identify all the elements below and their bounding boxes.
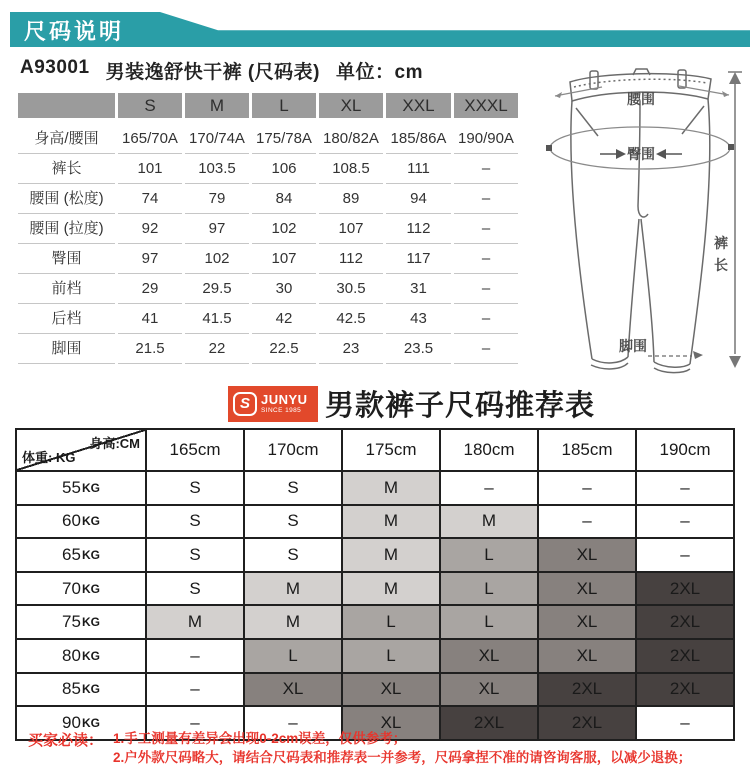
product-code: A93001 bbox=[20, 57, 90, 78]
rec-size-cell: XL bbox=[441, 640, 537, 672]
leg-opening-arrow bbox=[693, 351, 703, 359]
size-value-cell: 112 bbox=[386, 214, 451, 244]
rec-size-cell: L bbox=[343, 640, 439, 672]
size-value-cell: 111 bbox=[386, 154, 451, 184]
rec-size-cell: 2XL bbox=[637, 640, 733, 672]
rec-size-cell: XL bbox=[245, 674, 341, 706]
rec-size-cell: – bbox=[539, 506, 635, 538]
rec-row-weight: 70 KG bbox=[17, 573, 145, 605]
size-value-cell: 23 bbox=[319, 334, 383, 364]
rec-size-cell: M bbox=[343, 573, 439, 605]
size-value-cell: 107 bbox=[252, 244, 316, 274]
rec-column-header: 185cm bbox=[539, 430, 635, 470]
waist-arrow-right bbox=[722, 91, 729, 97]
recommend-corner-cell bbox=[17, 430, 145, 470]
size-value-cell: 97 bbox=[118, 244, 182, 274]
rec-size-cell: 2XL bbox=[539, 707, 635, 739]
rec-size-cell: S bbox=[147, 539, 243, 571]
size-value-cell: 101 bbox=[118, 154, 182, 184]
rec-size-cell: XL bbox=[343, 707, 439, 739]
size-value-cell: 89 bbox=[319, 184, 383, 214]
size-row-label: 身高/腰围 bbox=[18, 124, 115, 154]
waist-arrow-left bbox=[555, 92, 562, 98]
rec-size-cell: XL bbox=[539, 573, 635, 605]
rec-row-weight: 75 KG bbox=[17, 606, 145, 638]
size-value-cell: 22.5 bbox=[252, 334, 316, 364]
size-value-cell: 23.5 bbox=[386, 334, 451, 364]
rec-size-cell: – bbox=[637, 472, 733, 504]
size-value-cell: 43 bbox=[386, 304, 451, 334]
size-value-cell: 170/74A bbox=[185, 124, 249, 154]
size-table-header bbox=[18, 93, 518, 118]
size-value-cell: 102 bbox=[185, 244, 249, 274]
rec-size-cell: S bbox=[147, 506, 243, 538]
left-leg-outer bbox=[571, 101, 592, 359]
size-value-cell: 30.5 bbox=[319, 274, 383, 304]
size-value-cell: 185/86A bbox=[386, 124, 451, 154]
left-hem-bottom bbox=[591, 363, 628, 369]
size-value-cell: 112 bbox=[319, 244, 383, 274]
waist-label: 腰围 bbox=[627, 91, 655, 107]
size-value-cell: 74 bbox=[118, 184, 182, 214]
product-subtitle bbox=[20, 57, 423, 84]
size-row-label: 裤长 bbox=[18, 154, 115, 184]
size-value-cell: 103.5 bbox=[185, 154, 249, 184]
rec-size-cell: – bbox=[441, 472, 537, 504]
size-column-header: XXL bbox=[386, 93, 451, 118]
rec-column-header: 170cm bbox=[245, 430, 341, 470]
waist-stitch-line bbox=[574, 79, 707, 87]
rec-size-cell: XL bbox=[539, 606, 635, 638]
brand-monogram-icon: S bbox=[233, 392, 257, 416]
rec-size-cell: S bbox=[147, 472, 243, 504]
size-value-cell: 79 bbox=[185, 184, 249, 214]
rec-size-cell: 2XL bbox=[637, 674, 733, 706]
size-table-body bbox=[18, 124, 518, 364]
rec-row-weight: 90 KG bbox=[17, 707, 145, 739]
rec-size-cell: L bbox=[343, 606, 439, 638]
size-value-cell: – bbox=[454, 154, 518, 184]
size-row-label: 腰围 (拉度) bbox=[18, 214, 115, 244]
rec-size-cell: M bbox=[245, 606, 341, 638]
size-table-corner-cell bbox=[18, 93, 115, 118]
rec-row-weight: 55 KG bbox=[17, 472, 145, 504]
size-value-cell: 29 bbox=[118, 274, 182, 304]
brand-name: JUNYU bbox=[261, 391, 308, 407]
size-column-header: M bbox=[185, 93, 249, 118]
length-arrow-up bbox=[729, 72, 741, 84]
rec-column-header: 190cm bbox=[637, 430, 733, 470]
size-value-cell: 41 bbox=[118, 304, 182, 334]
right-leg-outer bbox=[690, 99, 710, 364]
size-value-cell: 107 bbox=[319, 214, 383, 244]
rec-size-cell: M bbox=[343, 539, 439, 571]
size-value-cell: 165/70A bbox=[118, 124, 182, 154]
size-value-cell: 30 bbox=[252, 274, 316, 304]
size-row-label: 后档 bbox=[18, 304, 115, 334]
rec-size-cell: – bbox=[539, 472, 635, 504]
rec-size-cell: S bbox=[245, 539, 341, 571]
product-name: 男装逸舒快干裤 (尺码表) bbox=[105, 62, 320, 83]
corner-height-label: 身高:CM bbox=[89, 436, 140, 451]
recommend-table-title: 男款裤子尺码推荐表 bbox=[325, 390, 596, 422]
size-value-cell: 106 bbox=[252, 154, 316, 184]
leg-opening-label: 脚围 bbox=[619, 338, 647, 354]
rec-size-cell: – bbox=[637, 707, 733, 739]
length-arrow-down bbox=[729, 356, 741, 368]
rec-size-cell: S bbox=[245, 472, 341, 504]
rec-size-cell: 2XL bbox=[441, 707, 537, 739]
brand-logo bbox=[228, 386, 318, 422]
notes-heading: 买家必读： bbox=[28, 732, 104, 749]
size-value-cell: 29.5 bbox=[185, 274, 249, 304]
size-value-cell: 22 bbox=[185, 334, 249, 364]
rec-size-cell: – bbox=[147, 674, 243, 706]
size-value-cell: – bbox=[454, 184, 518, 214]
length-label-char1: 裤 bbox=[714, 235, 728, 251]
rec-size-cell: M bbox=[343, 472, 439, 504]
size-value-cell: 190/90A bbox=[454, 124, 518, 154]
rec-size-cell: XL bbox=[539, 640, 635, 672]
size-value-cell: 97 bbox=[185, 214, 249, 244]
rec-column-header: 180cm bbox=[441, 430, 537, 470]
rec-size-cell: – bbox=[147, 707, 243, 739]
recommend-table bbox=[15, 428, 735, 741]
rec-size-cell: XL bbox=[441, 674, 537, 706]
rec-size-cell: 2XL bbox=[637, 573, 733, 605]
rec-row-weight: 80 KG bbox=[17, 640, 145, 672]
rec-size-cell: XL bbox=[343, 674, 439, 706]
rec-size-cell: M bbox=[147, 606, 243, 638]
rec-size-cell: M bbox=[441, 506, 537, 538]
rec-column-header: 175cm bbox=[343, 430, 439, 470]
size-value-cell: 108.5 bbox=[319, 154, 383, 184]
size-row-label: 脚围 bbox=[18, 334, 115, 364]
rec-row-weight: 60 KG bbox=[17, 506, 145, 538]
rec-size-cell: S bbox=[147, 573, 243, 605]
size-value-cell: 21.5 bbox=[118, 334, 182, 364]
pocket-line-left bbox=[576, 108, 598, 136]
rec-row-weight: 65 KG bbox=[17, 539, 145, 571]
corner-weight-label: 体重: KG bbox=[22, 450, 76, 465]
note-line: 1.手工测量有差异会出现0-2cm误差，仅供参考； bbox=[113, 731, 407, 746]
size-value-cell: 102 bbox=[252, 214, 316, 244]
rec-size-cell: S bbox=[245, 506, 341, 538]
rec-size-cell: L bbox=[441, 606, 537, 638]
size-value-cell: 84 bbox=[252, 184, 316, 214]
size-value-cell: 42 bbox=[252, 304, 316, 334]
rec-size-cell: 2XL bbox=[637, 606, 733, 638]
size-column-header: XL bbox=[319, 93, 383, 118]
size-value-cell: – bbox=[454, 304, 518, 334]
left-hem-top bbox=[592, 357, 628, 363]
left-leg-inner bbox=[628, 219, 639, 357]
recommend-title-row bbox=[228, 383, 595, 424]
pants-diagram bbox=[540, 56, 745, 388]
hip-arrowhead-left bbox=[616, 149, 626, 159]
rec-size-cell: L bbox=[245, 640, 341, 672]
rec-column-header: 165cm bbox=[147, 430, 243, 470]
hip-arrowhead-right bbox=[656, 149, 666, 159]
size-value-cell: – bbox=[454, 214, 518, 244]
hip-label: 臀围 bbox=[627, 146, 655, 162]
size-value-cell: 42.5 bbox=[319, 304, 383, 334]
size-value-cell: 31 bbox=[386, 274, 451, 304]
size-row-label: 腰围 (松度) bbox=[18, 184, 115, 214]
size-value-cell: 94 bbox=[386, 184, 451, 214]
hip-dot-right bbox=[728, 144, 734, 150]
length-label-char2: 长 bbox=[714, 257, 728, 273]
size-value-cell: 92 bbox=[118, 214, 182, 244]
belt-loop-left bbox=[590, 71, 598, 89]
size-column-header: L bbox=[252, 93, 316, 118]
note-line: 2.户外款尺码略大，请结合尺码表和推荐表一并参考，尺码拿捏不准的请咨询客服，以减少退换； bbox=[113, 750, 692, 765]
buyer-notes bbox=[28, 729, 691, 767]
rec-size-cell: – bbox=[637, 539, 733, 571]
size-value-cell: 117 bbox=[386, 244, 451, 274]
size-column-header: XXXL bbox=[454, 93, 518, 118]
page-title: 尺码说明 bbox=[24, 19, 125, 44]
brand-since: SINCE 1985 bbox=[261, 406, 302, 414]
right-hem-top bbox=[654, 362, 690, 367]
size-value-cell: – bbox=[454, 274, 518, 304]
rec-row-weight: 85 KG bbox=[17, 674, 145, 706]
right-hem-bottom bbox=[654, 368, 690, 373]
rec-size-cell: XL bbox=[539, 539, 635, 571]
rec-size-cell: 2XL bbox=[539, 674, 635, 706]
rec-size-cell: L bbox=[441, 573, 537, 605]
size-value-cell: 175/78A bbox=[252, 124, 316, 154]
unit-label: 单位：cm bbox=[336, 62, 423, 83]
rec-size-cell: – bbox=[147, 640, 243, 672]
belt-loop-right bbox=[678, 70, 686, 88]
size-value-cell: 41.5 bbox=[185, 304, 249, 334]
rec-size-cell: L bbox=[441, 539, 537, 571]
size-row-label: 臀围 bbox=[18, 244, 115, 274]
size-row-label: 前档 bbox=[18, 274, 115, 304]
rec-size-cell: M bbox=[245, 573, 341, 605]
size-value-cell: – bbox=[454, 244, 518, 274]
hip-dot-left bbox=[546, 145, 552, 151]
size-value-cell: 180/82A bbox=[319, 124, 383, 154]
rec-size-cell: – bbox=[637, 506, 733, 538]
size-column-header: S bbox=[118, 93, 182, 118]
size-table bbox=[18, 93, 518, 364]
rec-size-cell: – bbox=[245, 707, 341, 739]
rec-size-cell: M bbox=[343, 506, 439, 538]
size-value-cell: – bbox=[454, 334, 518, 364]
notes-lines bbox=[113, 729, 691, 767]
